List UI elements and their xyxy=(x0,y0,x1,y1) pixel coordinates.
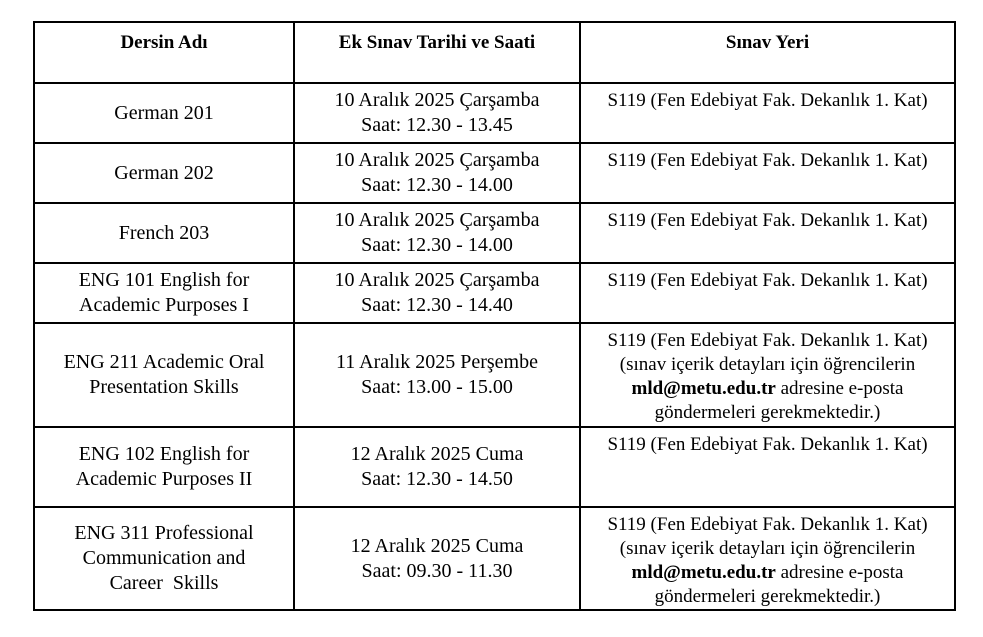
exam-place-text: S119 (Fen Edebiyat Fak. Dekanlık 1. Kat) (sınav içerik detayları için öğrencilerin xyxy=(607,514,928,559)
date-cell xyxy=(294,427,580,507)
exam-schedule-table xyxy=(33,21,956,611)
date-cell xyxy=(294,143,580,203)
course-cell xyxy=(34,323,294,427)
exam-time: Saat: 12.30 - 14.00 xyxy=(361,234,513,256)
place-cell xyxy=(580,263,955,323)
exam-time: Saat: 12.30 - 14.00 xyxy=(361,174,513,196)
header-exam-date-time: Ek Sınav Tarihi ve Saati xyxy=(294,22,580,83)
contact-email: mld@metu.edu.tr xyxy=(631,562,776,583)
course-cell xyxy=(34,203,294,263)
date-cell xyxy=(294,507,580,610)
exam-place-text-end: adresine e-posta göndermeleri gerekmektedir.) xyxy=(654,562,904,607)
exam-time: Saat: 09.30 - 11.30 xyxy=(361,559,513,582)
course-name-line-1: ENG 102 English for xyxy=(78,443,250,465)
date-cell xyxy=(294,203,580,263)
place-cell xyxy=(580,83,955,143)
contact-email: mld@metu.edu.tr xyxy=(631,378,776,399)
exam-date: 12 Aralık 2025 Cuma xyxy=(350,534,524,557)
course-name-line-2: Academic Purposes II xyxy=(75,468,253,490)
exam-place: S119 (Fen Edebiyat Fak. Dekanlık 1. Kat) xyxy=(607,434,928,455)
course-name: German 202 xyxy=(114,161,214,184)
exam-time: Saat: 13.00 - 15.00 xyxy=(361,376,513,398)
exam-date: 11 Aralık 2025 Perşembe xyxy=(335,351,538,373)
course-name-line-1: ENG 211 Academic Oral xyxy=(63,351,265,373)
course-name-line-2: Presentation Skills xyxy=(89,376,239,398)
header-course-name: Dersin Adı xyxy=(34,22,294,83)
exam-place-text-end: adresine e-posta göndermeleri gerekmektedir.) xyxy=(654,378,904,423)
date-cell xyxy=(294,323,580,427)
exam-date: 10 Aralık 2025 Çarşamba xyxy=(334,269,540,291)
exam-date: 10 Aralık 2025 Çarşamba xyxy=(334,209,540,231)
table-row xyxy=(34,263,955,323)
date-cell xyxy=(294,263,580,323)
exam-date: 10 Aralık 2025 Çarşamba xyxy=(334,89,540,111)
course-cell xyxy=(34,263,294,323)
exam-place: S119 (Fen Edebiyat Fak. Dekanlık 1. Kat) xyxy=(607,210,928,231)
exam-place-text: S119 (Fen Edebiyat Fak. Dekanlık 1. Kat) (sınav içerik detayları için öğrencilerin xyxy=(607,330,928,375)
exam-date: 12 Aralık 2025 Cuma xyxy=(350,443,524,465)
table-row xyxy=(34,507,955,610)
place-cell xyxy=(580,323,955,427)
course-name-line-2: Academic Purposes I xyxy=(79,294,249,316)
exam-place: S119 (Fen Edebiyat Fak. Dekanlık 1. Kat) xyxy=(607,90,928,111)
place-cell xyxy=(580,203,955,263)
course-cell xyxy=(34,83,294,143)
exam-date: 10 Aralık 2025 Çarşamba xyxy=(334,149,540,171)
course-name-line-3: Career Skills xyxy=(109,572,219,594)
exam-place: S119 (Fen Edebiyat Fak. Dekanlık 1. Kat) xyxy=(607,270,928,291)
place-cell xyxy=(580,427,955,507)
table-row xyxy=(34,323,955,427)
course-cell xyxy=(34,427,294,507)
place-cell xyxy=(580,143,955,203)
place-cell xyxy=(580,507,955,610)
table-row xyxy=(34,143,955,203)
course-name-line-2: Communication and xyxy=(82,547,246,569)
course-cell xyxy=(34,143,294,203)
course-cell xyxy=(34,507,294,610)
exam-time: Saat: 12.30 - 13.45 xyxy=(361,114,513,136)
exam-time: Saat: 12.30 - 14.40 xyxy=(361,294,513,316)
date-cell xyxy=(294,83,580,143)
table-row xyxy=(34,203,955,263)
course-name-line-1: ENG 101 English for xyxy=(78,269,250,291)
exam-time: Saat: 12.30 - 14.50 xyxy=(361,468,513,490)
course-name-line-1: ENG 311 Professional xyxy=(74,522,254,544)
table-row xyxy=(34,427,955,507)
course-name: German 201 xyxy=(114,101,214,124)
table-header-row xyxy=(34,22,955,83)
table-row xyxy=(34,83,955,143)
header-exam-place: Sınav Yeri xyxy=(580,22,955,83)
course-name: French 203 xyxy=(118,221,210,244)
exam-place: S119 (Fen Edebiyat Fak. Dekanlık 1. Kat) xyxy=(607,150,928,171)
